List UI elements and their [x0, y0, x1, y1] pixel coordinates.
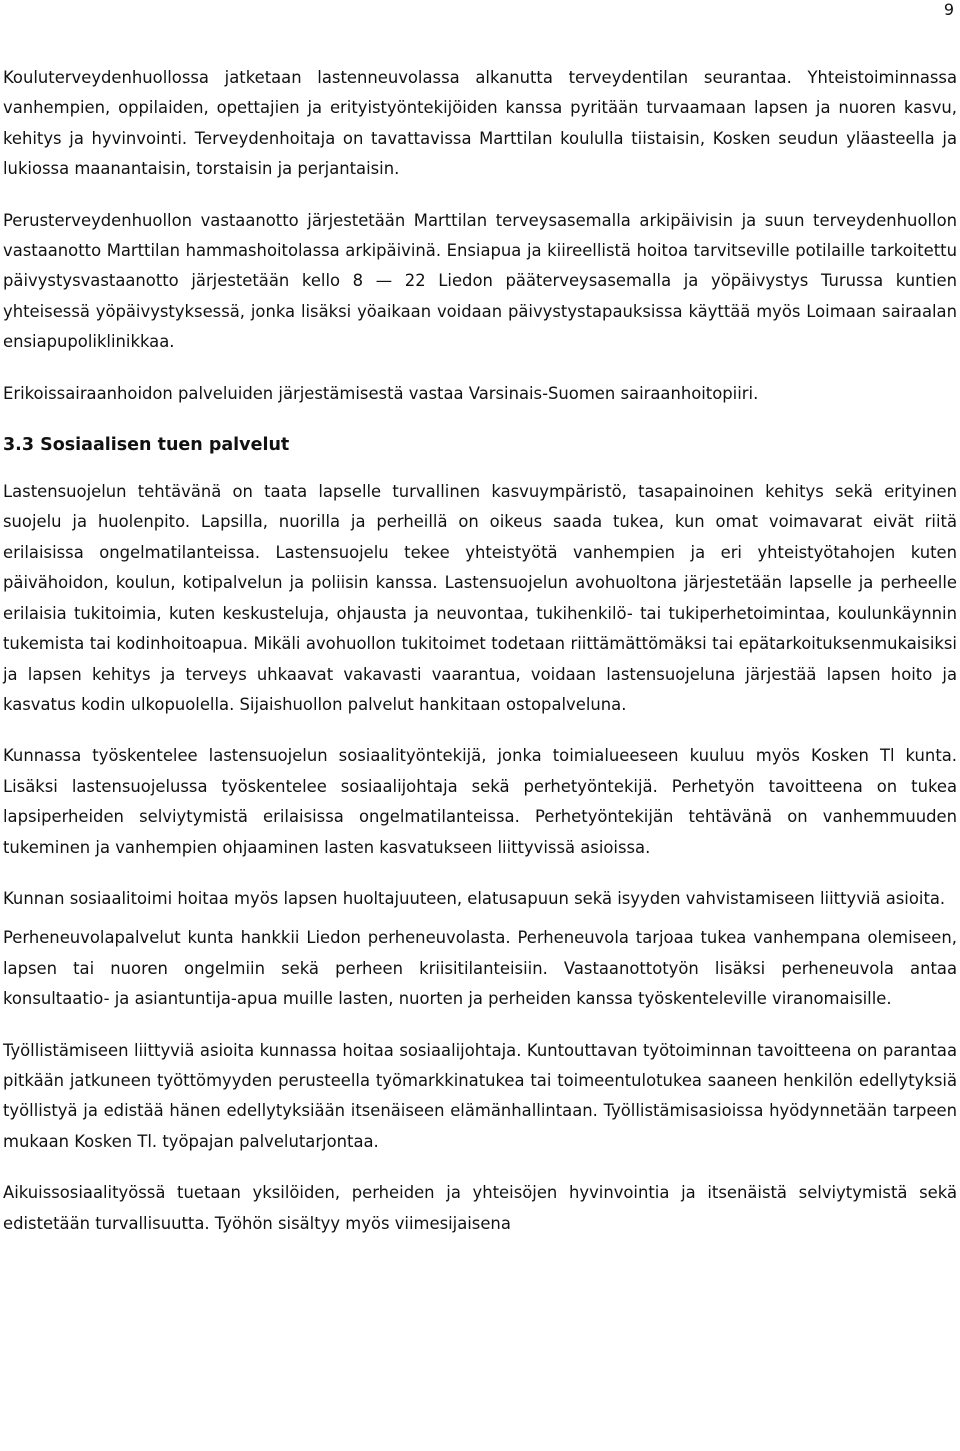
paragraph-family-counseling: Perheneuvolapalvelut kunta hankkii Liedon perheneuvolasta. Perheneuvola tarjoaa tukea vanhempana olemiseen, lapsen tai nuoren ongelmiin sekä perheen kriisitilanteisiin. Vastaanottotyön lisäksi perheneuvola antaa konsultaatio- ja asiantuntija-apua muille lasten, nuorten ja perheiden kanssa työskenteleville viranomaisille. [3, 928, 957, 1009]
section-title: Sosiaalisen tuen palvelut [40, 435, 290, 456]
paragraph-custody-matters: Kunnan sosiaalitoimi hoitaa myös lapsen huoltajuuteen, elatusapuun sekä isyyden vahvistamiseen liittyviä asioita. [3, 888, 946, 908]
section-number: 3.3 [3, 435, 35, 456]
paragraph-school-health-care: Kouluterveydenhuollossa jatketaan lastenneuvolassa alkanutta terveydentilan seurantaa. Yhteistoiminnassa vanhempien, oppilaiden, opettajien ja erityistyöntekijöiden kanssa pyritään turvaamaan lapsen ja nuoren kasvu, kehitys ja hyvinvointi. Terveydenhoitaja on tavattavissa Marttilan koululla tiistaisin, Kosken seudun yläasteella ja lukiossa maanantaisin, torstaisin ja perjantaisin. [3, 68, 957, 179]
paragraph-employment: Työllistämiseen liittyviä asioita kunnassa hoitaa sosiaalijohtaja. Kuntouttavan työtoiminnan tavoitteena on parantaa pitkään jatkuneen työttömyyden perusteella työmarkkinatukea tai toimeentulotukea saaneen henkilön edellytyksiä työllistyä ja edistää hänen edellytyksiään itsenäiseen elämänhallintaan. Työllistämisasioissa hyödynnetään tarpeen mukaan Kosken Tl. työpajan palvelutarjontaa. [3, 1040, 957, 1151]
document-body [3, 63, 957, 1260]
page-number: 9 [943, 0, 954, 19]
paragraph-adult-social-work: Aikuissosiaalityössä tuetaan yksilöiden, perheiden ja yhteisöjen hyvinvointia ja itsenäistä selviytymistä sekä edistetään turvallisuutta. Työhön sisältyy myös viimesijaisena [3, 1183, 957, 1233]
paragraph-primary-health-care: Perusterveydenhuollon vastaanotto järjestetään Marttilan terveysasemalla arkipäivisin ja suun terveydenhuollon vastaanotto Marttilan hammashoitolassa arkipäivinä. Ensiapua ja kiireellistä hoitoa tarvitseville potilaille tarkoitettu päivystysvastaanotto järjestetään kello 8 — 22 Liedon pääterveysasemalla ja yöpäivystys Turussa kuntien yhteisessä yöpäivystyksessä, jonka lisäksi yöaikaan voidaan päivystystapauksissa käyttää myös Loimaan sairaalan ensiapupoliklinikkaa. [3, 210, 957, 352]
paragraph-specialized-care: Erikoissairaanhoidon palveluiden järjestämisestä vastaa Varsinais-Suomen sairaanhoitopiiri. [3, 383, 759, 403]
paragraph-social-worker: Kunnassa työskentelee lastensuojelun sosiaalityöntekijä, jonka toimialueeseen kuuluu myös Kosken Tl kunta. Lisäksi lastensuojelussa työskentelee sosiaalijohtaja sekä perhetyöntekijä. Perhetyön tavoitteena on tukea lapsiperheiden selviytymistä erilaisissa ongelmatilanteissa. Perhetyöntekijän tehtävänä on vanhemmuuden tukeminen ja vanhempien ohjaaminen lasten kasvatukseen liittyvissä asioissa. [3, 746, 957, 857]
paragraph-child-welfare: Lastensuojelun tehtävänä on taata lapselle turvallinen kasvuympäristö, tasapainoinen kehitys sekä erityinen suojelu ja huolenpito. Lapsilla, nuorilla ja perheillä on oikeus saada tukea, kun omat voimavarat eivät riitä erilaisissa ongelmatilanteissa. Lastensuojelu tekee yhteistyötä vanhempien ja eri yhteistyötahojen kuten päivähoidon, koulun, kotipalvelun ja poliisin kanssa. Lastensuojelun avohuoltona järjestetään lapselle ja perheelle erilaisia tukitoimia, kuten keskusteluja, ohjausta ja neuvontaa, tukihenkilö- tai tukiperhetoimintaa, koulunkäynnin tukemista tai kodinhoitoapua. Mikäli avohuollon tukitoimet todetaan riittämättömäksi tai epätarkoituksenmukaisiksi ja lapsen kehitys ja terveys uhkaavat vakavasti vaarantua, voidaan lastensuojeluna järjestää lapsen hoito ja kasvatus kodin ulkopuolella. Sijaishuollon palvelut hankitaan ostopalveluna. [3, 482, 957, 714]
section-heading [3, 430, 957, 460]
